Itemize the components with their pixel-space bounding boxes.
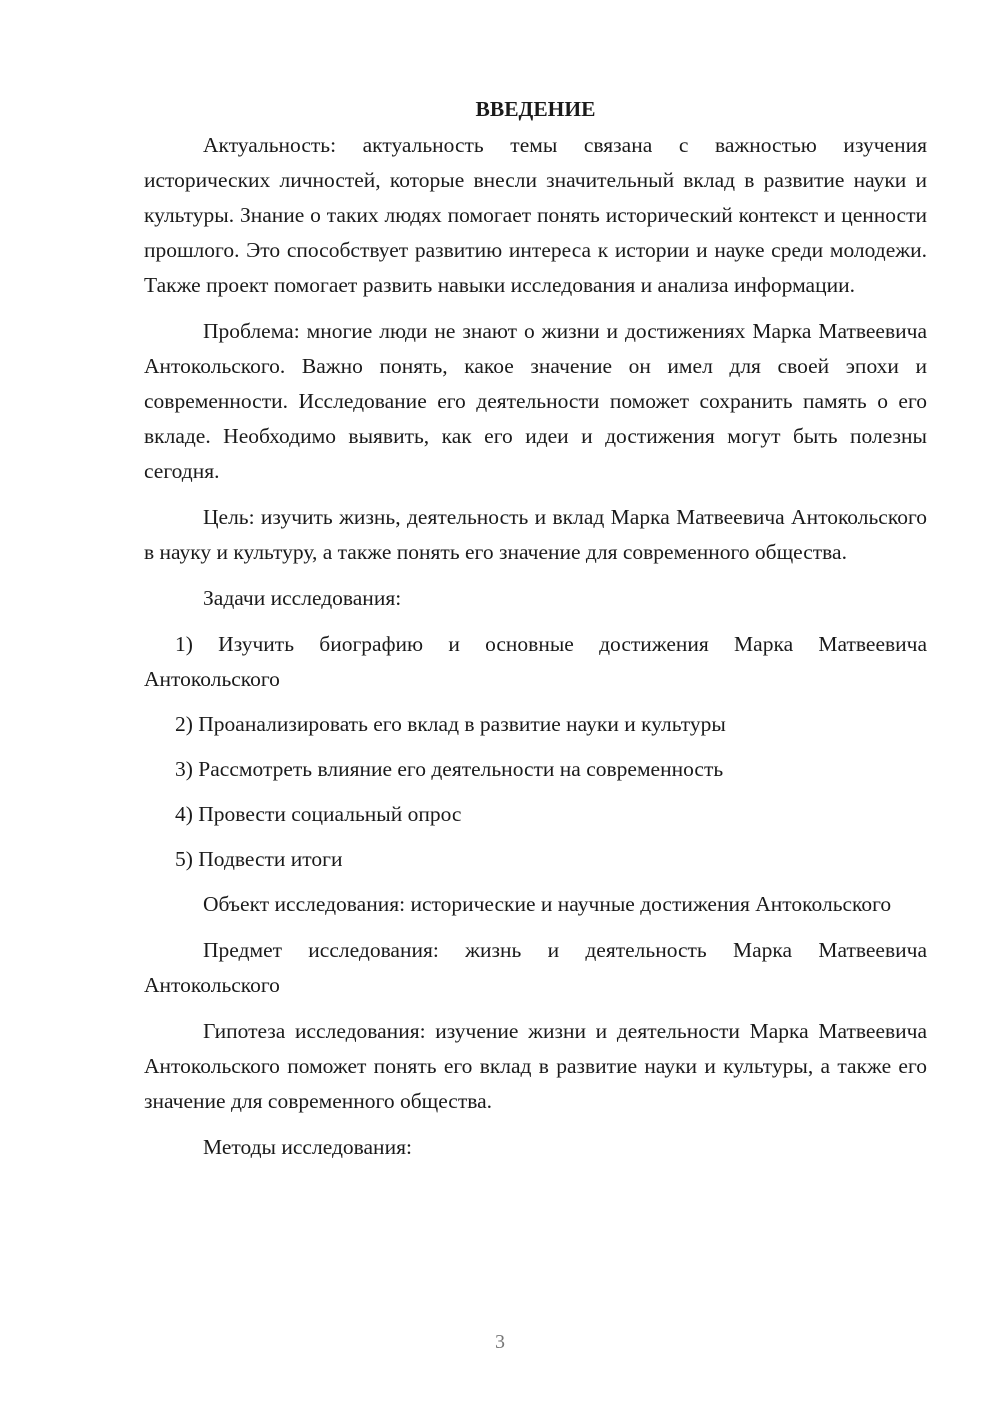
problem-paragraph: Проблема: многие люди не знают о жизни и достижениях Марка Матвеевича Антокольского. Важно понять, какое значение он имел для своей эпохи и современности. Исследование его деятельности поможет сохранить память о его вкладе. Необходимо выявить, как его идеи и достижения могут быть полезны сегодня. <box>144 319 927 483</box>
task-item-1: 1) Изучить биографию и основные достижения Марка Матвеевича Антокольского <box>144 632 927 691</box>
task-item-5: 5) Подвести итоги <box>175 847 343 871</box>
tasks-heading: Задачи исследования: <box>203 586 402 610</box>
hypothesis-paragraph: Гипотеза исследования: изучение жизни и деятельности Марка Матвеевича Антокольского поможет понять его вклад в развитие науки и культуры, а также его значение для современного общества. <box>144 1019 927 1113</box>
task-item-4: 4) Провести социальный опрос <box>175 802 462 826</box>
methods-heading: Методы исследования: <box>203 1135 412 1159</box>
object-paragraph: Объект исследования: исторические и научные достижения Антокольского <box>203 892 892 916</box>
goal-paragraph: Цель: изучить жизнь, деятельность и вклад Марка Матвеевича Антокольского в науку и культуру, а также понять его значение для современного общества. <box>144 505 927 564</box>
subject-paragraph: Предмет исследования: жизнь и деятельность Марка Матвеевича Антокольского <box>144 938 927 997</box>
task-item-2: 2) Проанализировать его вклад в развитие науки и культуры <box>175 712 726 736</box>
page-number: 3 <box>495 1331 505 1353</box>
section-title: ВВЕДЕНИЕ <box>475 97 596 121</box>
task-item-3: 3) Рассмотреть влияние его деятельности на современность <box>175 757 724 781</box>
page-content <box>144 92 927 1176</box>
relevance-paragraph: Актуальность: актуальность темы связана с важностью изучения исторических личностей, которые внесли значительный вклад в развитие науки и культуры. Знание о таких людях помогает понять исторический контекст и ценности прошлого. Это способствует развитию интереса к истории и науке среди молодежи. Также проект помогает развить навыки исследования и анализа информации. <box>144 133 927 297</box>
